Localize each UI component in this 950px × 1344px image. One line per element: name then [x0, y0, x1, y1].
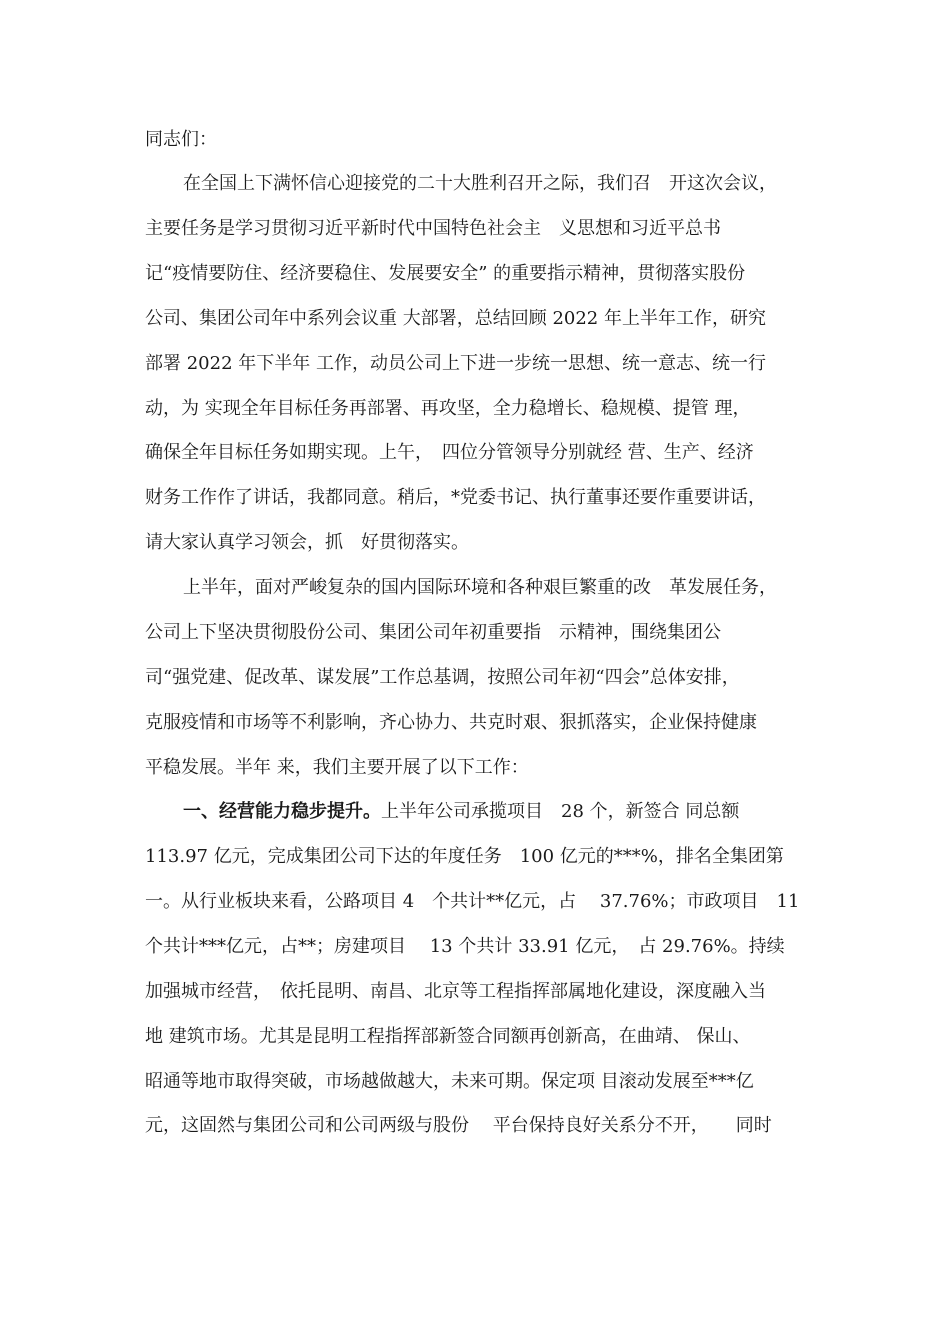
para3-line-2: 113.97 亿元，完成集团公司下达的年度任务 100 亿元的***%，排名全集团第 — [145, 846, 784, 867]
para2-line-2: 公司上下坚决贯彻股份公司、集团公司年初重要指 示精神，围绕集团公 — [145, 622, 721, 643]
salutation: 同志们： — [145, 129, 217, 150]
para1-line-4: 公司、集团公司年中系列会议重 大部署，总结回顾 2022 年上半年工作，研究 — [145, 308, 766, 329]
para2-line-1: 上半年，面对严峻复杂的国内国际环境和各种艰巨繁重的改 革发展任务， — [183, 577, 777, 598]
para2-line-5: 平稳发展。半年 来，我们主要开展了以下工作： — [145, 757, 529, 778]
para3-line-1 — [183, 796, 815, 828]
para1-line-7: 确保全年目标任务如期实现。上午， 四位分管领导分别就经 营、生产、经济 — [145, 442, 754, 463]
para1-line-3: 记“疫情要防住、经济要稳住、发展要安全” 的重要指示精神，贯彻落实股份 — [145, 263, 746, 284]
para2-line-3: 司“强党建、促改革、谋发展”工作总基调，按照公司年初“四会”总体安排， — [145, 667, 740, 688]
para2-line-4: 克服疫情和市场等不利影响，齐心协力、共克时艰、狠抓落实，企业保持健康 — [145, 712, 757, 733]
para1-line-6: 动，为 实现全年目标任务再部署、再攻坚，全力稳增长、稳规模、提管 理， — [145, 398, 751, 419]
para3-line-3: 一。从行业板块来看，公路项目 4 个共计**亿元，占 37.76%；市政项目 11 — [145, 891, 800, 912]
para1-line-1: 在全国上下满怀信心迎接党的二十大胜利召开之际，我们召 开这次会议， — [183, 173, 777, 194]
para1-line-9: 请大家认真学习领会，抓 好贯彻落实。 — [145, 532, 469, 553]
para3-line-6: 地 建筑市场。尤其是昆明工程指挥部新签合同额再创新高，在曲靖、 保山、 — [145, 1026, 751, 1047]
para3-line-5: 加强城市经营， 依托昆明、南昌、北京等工程指挥部属地化建设，深度融入当 — [145, 981, 766, 1002]
para3-line-1-text: 上半年公司承揽项目 28 个，新签合 同总额 — [381, 801, 740, 822]
section-heading: 一、经营能力稳步提升。 — [183, 801, 381, 822]
para1-line-5: 部署 2022 年下半年 工作，动员公司上下进一步统一思想、统一意志、统一行 — [145, 353, 766, 374]
para3-line-7: 昭通等地市取得突破，市场越做越大，未来可期。保定项 目滚动发展至***亿 — [145, 1071, 754, 1092]
para1-line-2: 主要任务是学习贯彻习近平新时代中国特色社会主 义思想和习近平总书 — [145, 218, 721, 239]
para3-line-4: 个共计***亿元，占**；房建项目 13 个共计 33.91 亿元， 占 29.76%。持续 — [145, 936, 785, 957]
para3-line-8: 元，这固然与集团公司和公司两级与股份 平台保持良好关系分不开， 同时 — [145, 1115, 772, 1136]
para1-line-8: 财务工作作了讲话，我都同意。稍后，*党委书记、执行董事还要作重要讲话， — [145, 487, 766, 508]
